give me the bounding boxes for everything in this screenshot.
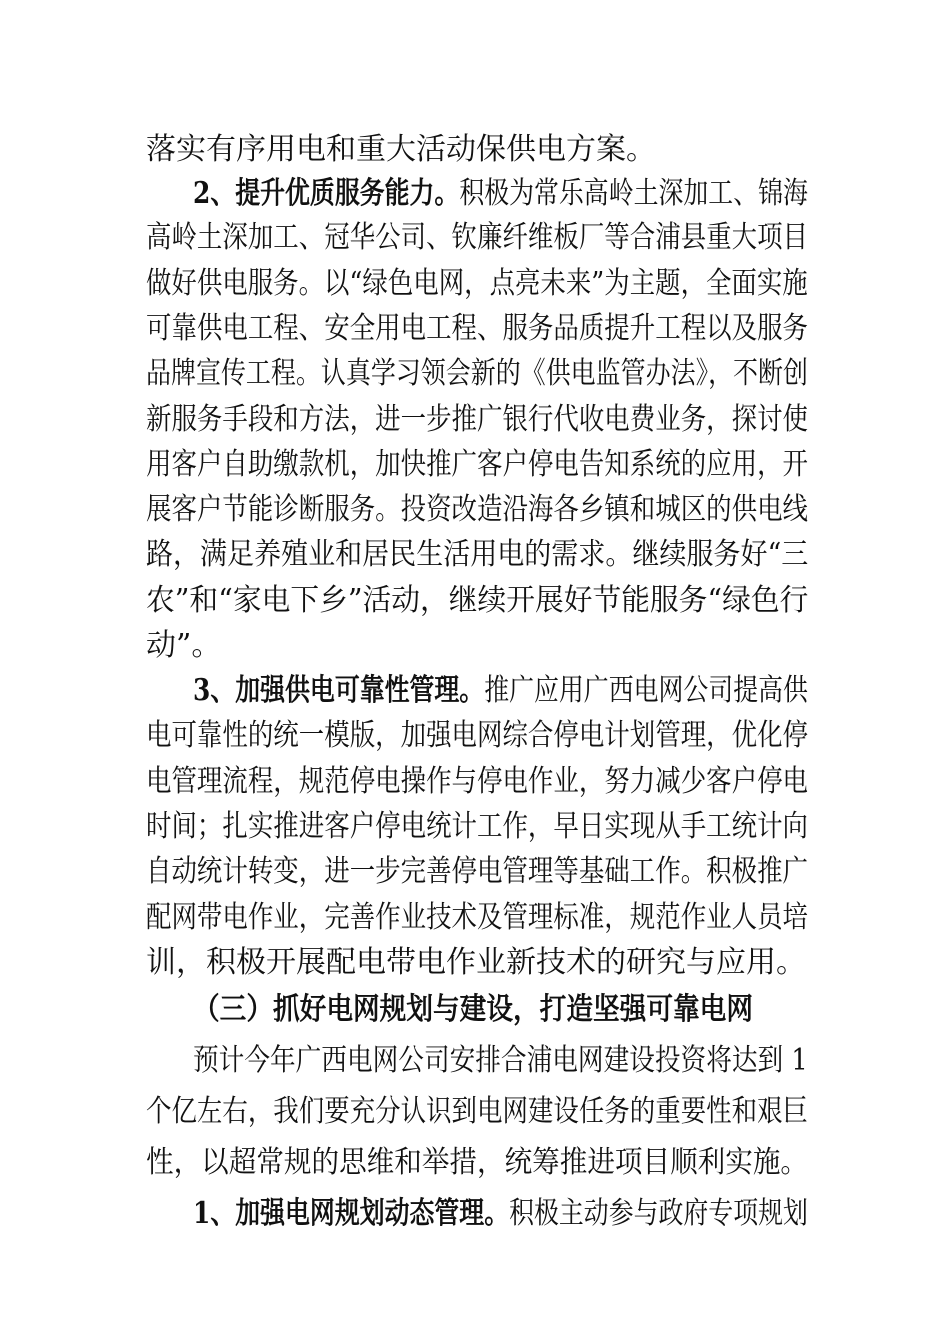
text-line: 路，满足养殖业和居民生活用电的需求。继续服务好“三: [146, 537, 809, 572]
item-heading: 2、提升优质服务能力。: [193, 176, 460, 211]
paragraph-first-line: [193, 669, 808, 713]
text-line: 自动统计转变，进一步完善停电管理等基础工作。积极推广: [146, 854, 808, 889]
text-line: 可靠供电工程、安全用电工程、服务品质提升工程以及服务: [146, 311, 808, 346]
paragraph-first-line: 预计今年广西电网公司安排合浦电网建设投资将达到 1: [193, 1043, 808, 1078]
text-line: 电可靠性的统一模版，加强电网综合停电计划管理，优化停: [146, 718, 808, 753]
text-line: 配网带电作业，完善作业技术及管理标准，规范作业人员培: [146, 900, 808, 935]
text-line: 新服务手段和方法，进一步推广银行代收电费业务，探讨使: [146, 402, 808, 437]
text-line: 做好供电服务。以“绿色电网，点亮未来”为主题，全面实施: [146, 266, 808, 301]
text-line: 性，以超常规的思维和举措，统筹推进项目顺利实施。: [146, 1145, 808, 1180]
text-line: 品牌宣传工程。认真学习领会新的《供电监管办法》，不断创: [146, 356, 808, 391]
paragraph-first-line: [193, 172, 808, 216]
text-run: 积极主动参与政府专项规划: [509, 1196, 808, 1231]
section-heading: （三）抓好电网规划与建设，打造坚强可靠电网: [193, 992, 753, 1027]
text-line: 高岭土深加工、冠华公司、钦廉纤维板厂等合浦县重大项目: [146, 220, 808, 255]
text-line: 动”。: [146, 628, 222, 663]
text-line: 展客户节能诊断服务。投资改造沿海各乡镇和城区的供电线: [146, 492, 808, 527]
text-line: 个亿左右，我们要充分认识到电网建设任务的重要性和艰巨: [146, 1094, 808, 1129]
text-line: 落实有序用电和重大活动保供电方案。: [146, 132, 656, 167]
text-run: 推广应用广西电网公司提高供: [484, 673, 808, 708]
item-heading: 1、加强电网规划动态管理。: [193, 1196, 510, 1231]
item-heading: 3、加强供电可靠性管理。: [193, 673, 485, 708]
paragraph-first-line: [193, 1192, 808, 1236]
text-run: 积极为常乐高岭土深加工、锦海: [459, 176, 808, 211]
text-line: 农”和“家电下乡”活动，继续开展好节能服务“绿色行: [146, 583, 809, 618]
text-line: 时间；扎实推进客户停电统计工作，早日实现从手工统计向: [146, 809, 808, 844]
text-line: 用客户自助缴款机，加快推广客户停电告知系统的应用，开: [146, 447, 808, 482]
text-line: 训，积极开展配电带电作业新技术的研究与应用。: [146, 945, 806, 980]
text-line: 电管理流程，规范停电操作与停电作业，努力减少客户停电: [146, 764, 808, 799]
